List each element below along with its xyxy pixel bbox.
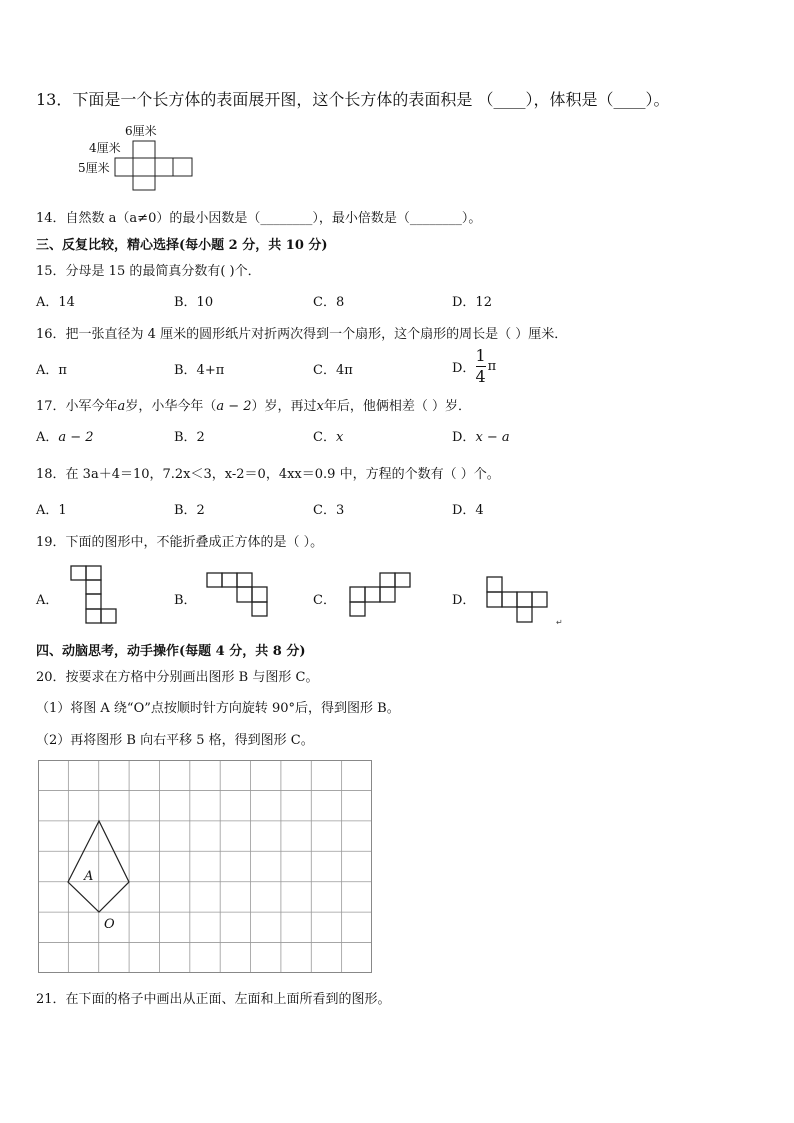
q17-option-a-expr: a − 2: [58, 430, 94, 445]
q17-option-d-label: D．: [452, 430, 476, 445]
cube-net-c: [350, 573, 410, 616]
q16-option-b[interactable]: B．4+π: [174, 363, 225, 378]
q18-option-c[interactable]: C．3: [313, 503, 345, 518]
q20-step1: （1）将图 A 绕“O”点按顺时针方向旋转 90°后，得到图形 B。: [36, 701, 400, 716]
q18-option-a[interactable]: A．1: [36, 503, 67, 518]
q14-text: 14．自然数 a（a≠0）的最小因数是（________），最小倍数是（________）。: [36, 211, 482, 226]
grid-border: [39, 761, 372, 973]
q17-text-part3: ）岁，再过: [251, 399, 317, 414]
shape-a-label: A: [84, 869, 94, 884]
q19-option-b[interactable]: B．: [174, 593, 197, 608]
q21-text: 21．在下面的格子中画出从正面、左面和上面所看到的图形。: [36, 992, 391, 1007]
section4-heading: 四、动脑思考，动手操作(每题 4 分，共 8 分): [36, 644, 306, 659]
q20-step2: （2）再将图形 B 向右平移 5 格，得到图形 C。: [36, 733, 314, 748]
q16-option-a[interactable]: A．π: [36, 363, 67, 378]
q17-var-x: x: [316, 399, 324, 414]
grid-lines: [38, 760, 372, 973]
q18-text: 18．在 3a＋4＝10，7.2x＜3，x-2＝0，4xx＝0.9 中，方程的个数有（ ）个。: [36, 467, 500, 482]
q17-text-part4: 年后，他俩相差（ ）岁．: [323, 399, 472, 414]
q17-option-c-expr: x: [335, 430, 344, 445]
q20-grid: [38, 760, 372, 973]
q13-label-4cm: 4厘米: [89, 141, 121, 155]
q19-text: 19．下面的图形中，不能折叠成正方体的是（ ）。: [36, 535, 324, 550]
q17-expr: a − 2: [216, 399, 252, 414]
q15-option-b[interactable]: B．10: [174, 295, 214, 310]
q17-text-part2: 岁，小华今年（: [125, 399, 217, 414]
q15-option-a[interactable]: A．14: [36, 295, 75, 310]
q17-option-a-label: A．: [36, 430, 59, 445]
q18-option-d[interactable]: D．4: [452, 503, 484, 518]
q17-option-c-label: C．: [313, 430, 336, 445]
q15-text: 15．分母是 15 的最简真分数有( )个．: [36, 264, 261, 279]
q13-label-6cm: 6厘米: [125, 124, 157, 138]
q16-option-c[interactable]: C．4π: [313, 363, 353, 378]
q16-option-d-prefix: D．: [452, 361, 476, 376]
cube-net-a: [71, 566, 116, 623]
q20-text: 20．按要求在方格中分别画出图形 B 与图形 C。: [36, 670, 319, 685]
point-o-label: O: [104, 917, 115, 932]
fraction-numerator: 1: [475, 346, 486, 365]
q16-option-d-pi: π: [487, 359, 497, 374]
q19-option-c[interactable]: C．: [313, 593, 336, 608]
q19-option-d[interactable]: D．: [452, 593, 476, 608]
svg-text:↵: ↵: [556, 618, 563, 627]
cube-net-d: [487, 577, 547, 622]
q13-text: 13．下面是一个长方体的表面展开图，这个长方体的表面积是 （____），体积是（____）。: [36, 90, 670, 109]
q16-text: 16．把一张直径为 4 厘米的圆形纸片对折两次得到一个扇形，这个扇形的周长是（ ）厘米．: [36, 327, 568, 342]
q17-var-a: a: [117, 399, 126, 414]
section3-heading: 三、反复比较，精心选择(每小题 2 分，共 10 分): [36, 238, 328, 253]
q18-option-b[interactable]: B．2: [174, 503, 205, 518]
q19-option-a[interactable]: A．: [36, 593, 59, 608]
q15-option-c[interactable]: C．8: [313, 295, 345, 310]
q13-label-5cm: 5厘米: [78, 161, 110, 175]
fraction-denominator: 4: [475, 367, 486, 386]
q15-option-d[interactable]: D．12: [452, 295, 492, 310]
q17-text-part1: 17．小军今年: [36, 399, 118, 414]
q17-option-d-expr: x − a: [475, 430, 510, 445]
q17-option-b[interactable]: B．2: [174, 430, 205, 445]
cube-net-b: [207, 573, 267, 616]
